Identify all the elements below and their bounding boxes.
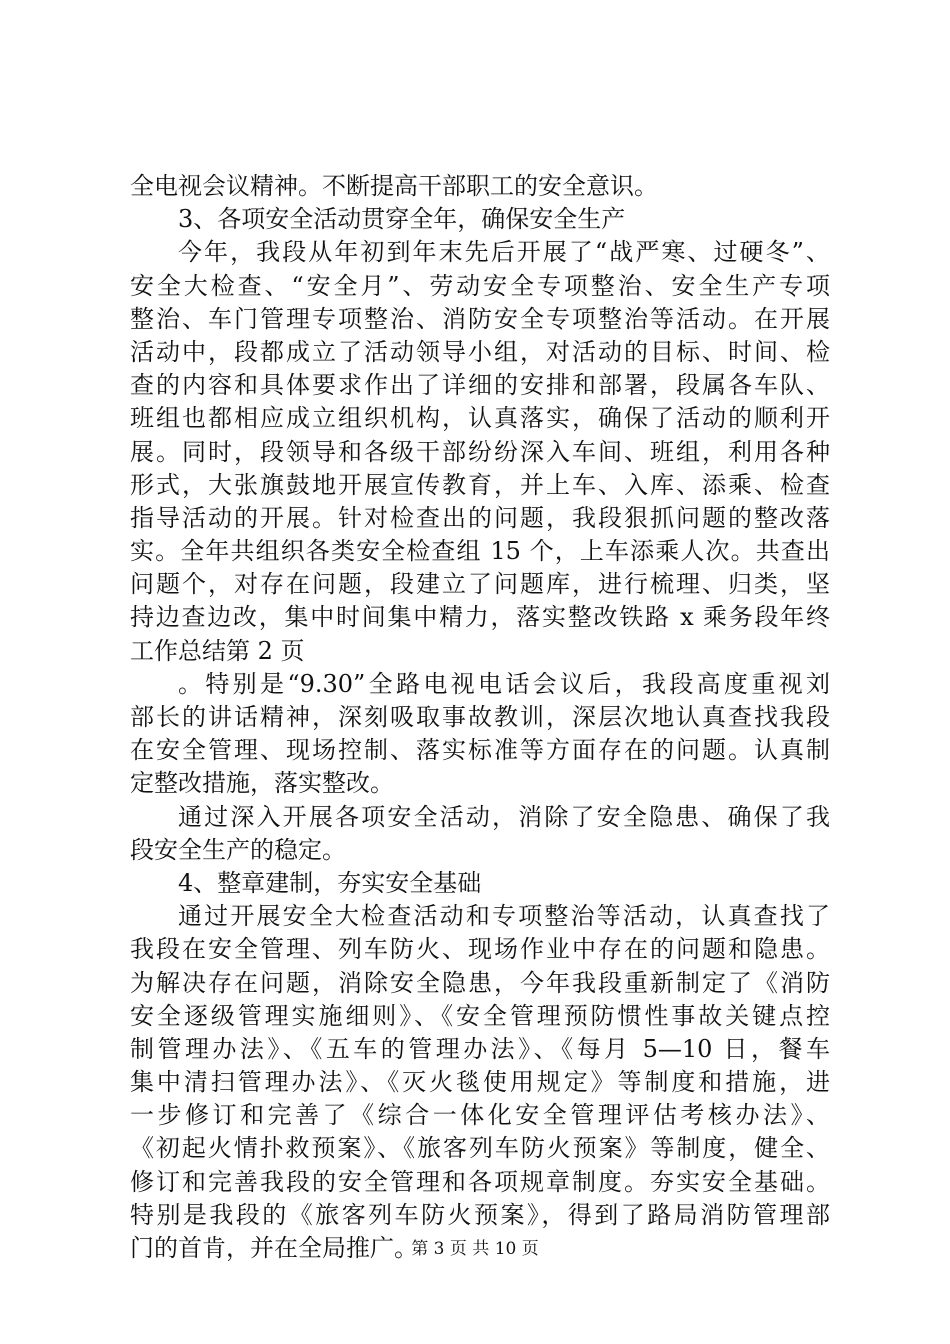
text-line: 持边查边改，集中时间集中精力，落实整改铁路 x 乘务段年终 — [130, 603, 830, 632]
page-footer: 第 3 页 共 10 页 — [411, 1239, 539, 1259]
text-line: 在安全管理、现场控制、落实标准等方面存在的问题。认真制 — [130, 736, 830, 765]
text-line: 今年，我段从年初到年末先后开展了“战严寒、过硬冬”、 — [178, 238, 830, 267]
text-line: 实。全年共组织各类安全检查组 15 个，上车添乘人次。共查出 — [130, 537, 830, 566]
text-line: 一步修订和完善了《综合一体化安全管理评估考核办法》、 — [130, 1101, 830, 1130]
text-line: 4、整章建制，夯实安全基础 — [178, 868, 482, 897]
text-line: 问题个，对存在问题，段建立了问题库，进行梳理、归类，坚 — [130, 570, 830, 599]
text-line: 安全逐级管理实施细则》、《安全管理预防惯性事故关键点控 — [130, 1001, 830, 1030]
text-line: 定整改措施，落实整改。 — [130, 769, 394, 798]
text-line: 《初起火情扑救预案》、《旅客列车防火预案》等制度，健全、 — [130, 1134, 830, 1163]
text-line: 全电视会议精神。不断提高干部职工的安全意识。 — [130, 172, 658, 200]
text-line: 查的内容和具体要求作出了详细的安排和部署，段属各车队、 — [130, 371, 830, 400]
text-line: 集中清扫管理办法》、《灭火毯使用规定》等制度和措施，进 — [130, 1068, 830, 1097]
text-line: 我段在安全管理、列车防火、现场作业中存在的问题和隐患。 — [130, 935, 830, 964]
text-line: 班组也都相应成立组织机构，认真落实，确保了活动的顺利开 — [130, 404, 830, 433]
text-line: 安全大检查、“安全月”、劳动安全专项整治、安全生产专项 — [130, 271, 830, 300]
text-line: 通过深入开展各项安全活动，消除了安全隐患、确保了我 — [178, 802, 830, 831]
text-line: 指导活动的开展。针对检查出的问题，我段狠抓问题的整改落 — [130, 503, 830, 532]
text-line: 制管理办法》、《五车的管理办法》、《每月 5—10 日，餐车 — [130, 1034, 830, 1063]
text-line: 门的首肯，并在全局推广。 — [130, 1234, 418, 1262]
text-line: 通过开展安全大检查活动和专项整治等活动，认真查找了 — [178, 902, 830, 931]
document-body — [130, 170, 830, 1265]
text-line: 部长的讲话精神，深刻吸取事故教训，深层次地认真查找我段 — [130, 703, 830, 731]
text-line: 修订和完善我段的安全管理和各项规章制度。夯实安全基础。 — [130, 1167, 830, 1196]
text-line: 段安全生产的稳定。 — [130, 835, 346, 864]
text-line: 形式，大张旗鼓地开展宣传教育，并上车、入库、添乘、检查 — [130, 470, 830, 499]
text-line: 特别是我段的《旅客列车防火预案》，得到了路局消防管理部 — [130, 1200, 830, 1229]
text-line: 工作总结第 2 页 — [130, 636, 305, 665]
text-line: 活动中，段都成立了活动领导小组，对活动的目标、时间、检 — [130, 337, 830, 366]
text-line: 展。同时，段领导和各级干部纷纷深入车间、班组，利用各种 — [130, 437, 830, 466]
text-line: 3、各项安全活动贯穿全年，确保安全生产 — [178, 205, 626, 234]
text-line: 。特别是“9.30”全路电视电话会议后，我段高度重视刘 — [178, 669, 830, 698]
text-line: 整治、车门管理专项整治、消防安全专项整治等活动。在开展 — [130, 304, 830, 333]
text-line: 为解决存在问题，消除安全隐患，今年我段重新制定了《消防 — [130, 968, 830, 997]
